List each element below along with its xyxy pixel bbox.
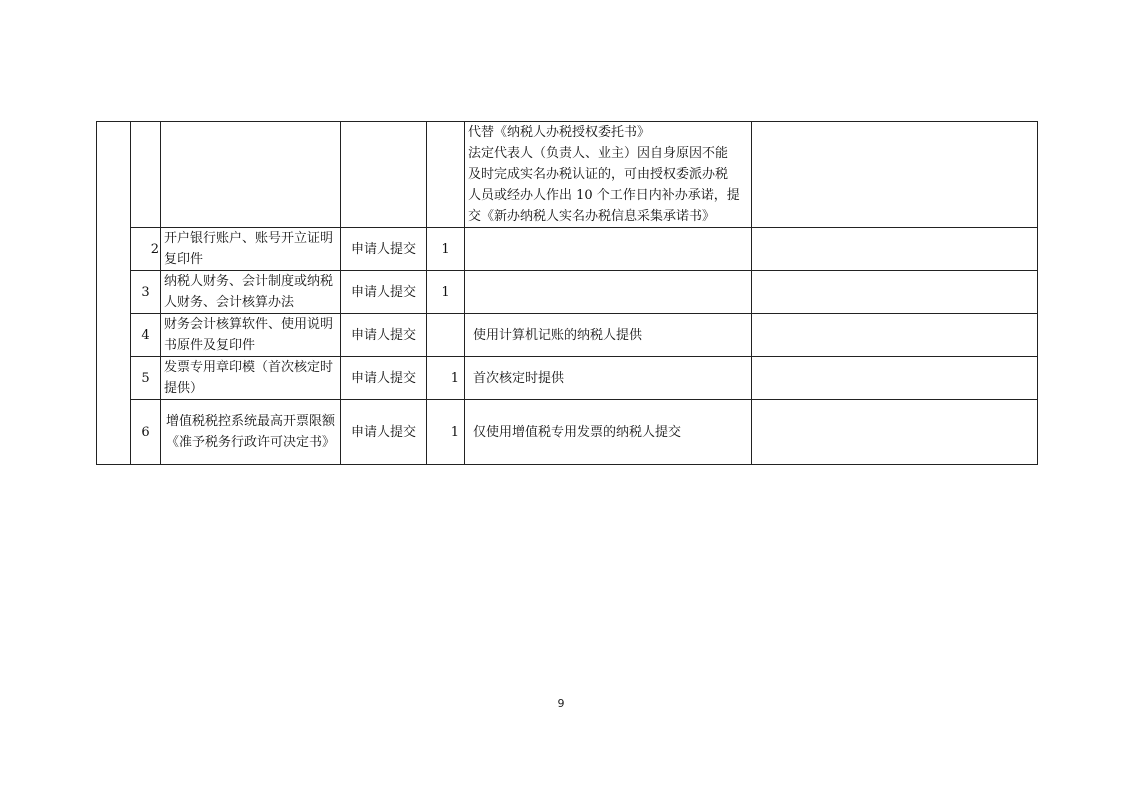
table-row — [97, 314, 1038, 357]
count-cell — [427, 314, 465, 357]
material-name-cell: 纳税人财务、会计制度或纳税人财务、会计核算办法 — [161, 271, 341, 314]
material-name-cell: 财务会计核算软件、使用说明书原件及复印件 — [161, 314, 341, 357]
note-line: 交《新办纳税人实名办税信息采集承诺书》 — [468, 209, 716, 224]
note-line: 代替《纳税人办税授权委托书》 — [468, 125, 651, 140]
table-row — [97, 357, 1038, 400]
extra-cell — [752, 122, 1038, 228]
source-cell: 申请人提交 — [341, 357, 427, 400]
table-row — [97, 228, 1038, 271]
row-number-cell: 6 — [131, 400, 161, 465]
material-name-cell: 增值税税控系统最高开票限额《准予税务行政许可决定书》 — [161, 400, 341, 465]
table-row — [97, 271, 1038, 314]
merged-blank-cell — [97, 122, 131, 465]
note-cell — [465, 122, 752, 228]
count-cell: 1 — [427, 400, 465, 465]
source-cell — [341, 122, 427, 228]
material-name-cell — [161, 122, 341, 228]
source-cell: 申请人提交 — [341, 271, 427, 314]
table-row — [97, 400, 1038, 465]
note-line: 人员或经办人作出 10 个工作日内补办承诺，提 — [468, 188, 740, 203]
page-number: 9 — [557, 697, 565, 710]
row-number-cell: 5 — [131, 357, 161, 400]
materials-table — [96, 121, 1038, 465]
extra-cell — [752, 357, 1038, 400]
count-cell: 1 — [427, 228, 465, 271]
note-cell: 使用计算机记账的纳税人提供 — [465, 314, 752, 357]
extra-cell — [752, 400, 1038, 465]
row-number-cell: 2 — [131, 228, 161, 271]
row-number-cell — [131, 122, 161, 228]
material-name-cell: 开户银行账户、账号开立证明复印件 — [161, 228, 341, 271]
source-cell: 申请人提交 — [341, 314, 427, 357]
source-cell: 申请人提交 — [341, 400, 427, 465]
source-cell: 申请人提交 — [341, 228, 427, 271]
note-line: 及时完成实名办税认证的，可由授权委派办税 — [468, 167, 729, 182]
note-cell — [465, 271, 752, 314]
note-line: 法定代表人（负责人、业主）因自身原因不能 — [468, 146, 729, 161]
count-cell: 1 — [427, 357, 465, 400]
note-cell — [465, 228, 752, 271]
count-cell — [427, 122, 465, 228]
note-cell: 首次核定时提供 — [465, 357, 752, 400]
extra-cell — [752, 228, 1038, 271]
extra-cell — [752, 271, 1038, 314]
extra-cell — [752, 314, 1038, 357]
table-row — [97, 122, 1038, 228]
count-cell: 1 — [427, 271, 465, 314]
material-name-cell: 发票专用章印模（首次核定时提供） — [161, 357, 341, 400]
row-number-cell: 3 — [131, 271, 161, 314]
note-cell: 仅使用增值税专用发票的纳税人提交 — [465, 400, 752, 465]
row-number-cell: 4 — [131, 314, 161, 357]
